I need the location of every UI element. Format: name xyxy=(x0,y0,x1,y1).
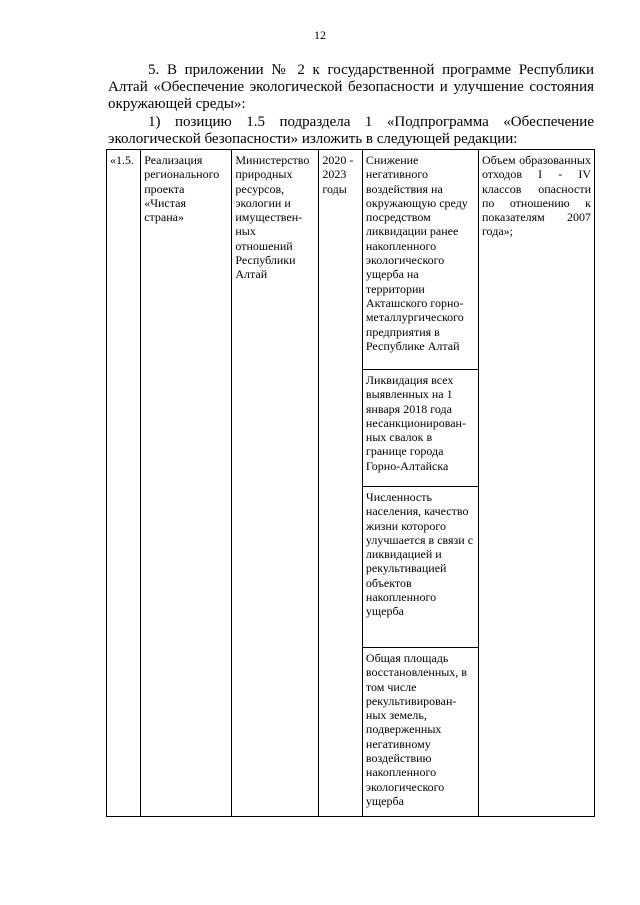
paragraph-amendment-5: 5. В приложении № 2 к государственной программе Республики Алтай «Обеспечение экологической безопасности и улучшение состояния окружающей среды»: xyxy=(108,62,594,112)
cell-years: 2020 - 2023 годы xyxy=(319,150,363,817)
page-number: 12 xyxy=(314,28,326,42)
cell-measure-name: Реализация регионального проекта «Чистая страна» xyxy=(141,150,232,817)
table-row xyxy=(107,150,595,370)
cell-indicator-3: Численность населения, качество жизни которого улучшается в связи с ликвидацией и рекультивацией объектов накопленного ущерба xyxy=(362,487,478,648)
cell-position-number: «1.5. xyxy=(107,150,141,817)
cell-indicator-2: Ликвидация всех выявленных на 1 января 2018 года несанкционирован-ных свалок в границе города Горно-Алтайска xyxy=(362,370,478,487)
cell-indicator-1: Снижение негативного воздействия на окружающую среду посредством ликвидации ранее накопленного экологического ущерба на территории Акташского горно-металлургического предприятия в Республике Алтай xyxy=(362,150,478,370)
cell-result: Объем образованных отходов I - IV классов опасности по отношению к показателям 2007 года»; xyxy=(478,150,594,817)
paragraph-item-1: 1) позицию 1.5 подраздела 1 «Подпрограмма «Обеспечение экологической безопасности» изложить в следующей редакции: xyxy=(108,114,594,147)
program-table xyxy=(106,149,595,817)
cell-indicator-4: Общая площадь восстановленных, в том числе рекультивирован-ных земель, подверженных негативному воздействию накопленного экологического ущерба xyxy=(362,648,478,817)
cell-executor: Министерство природных ресурсов, экологии и имуществен-ных отношений Республики Алтай xyxy=(232,150,319,817)
